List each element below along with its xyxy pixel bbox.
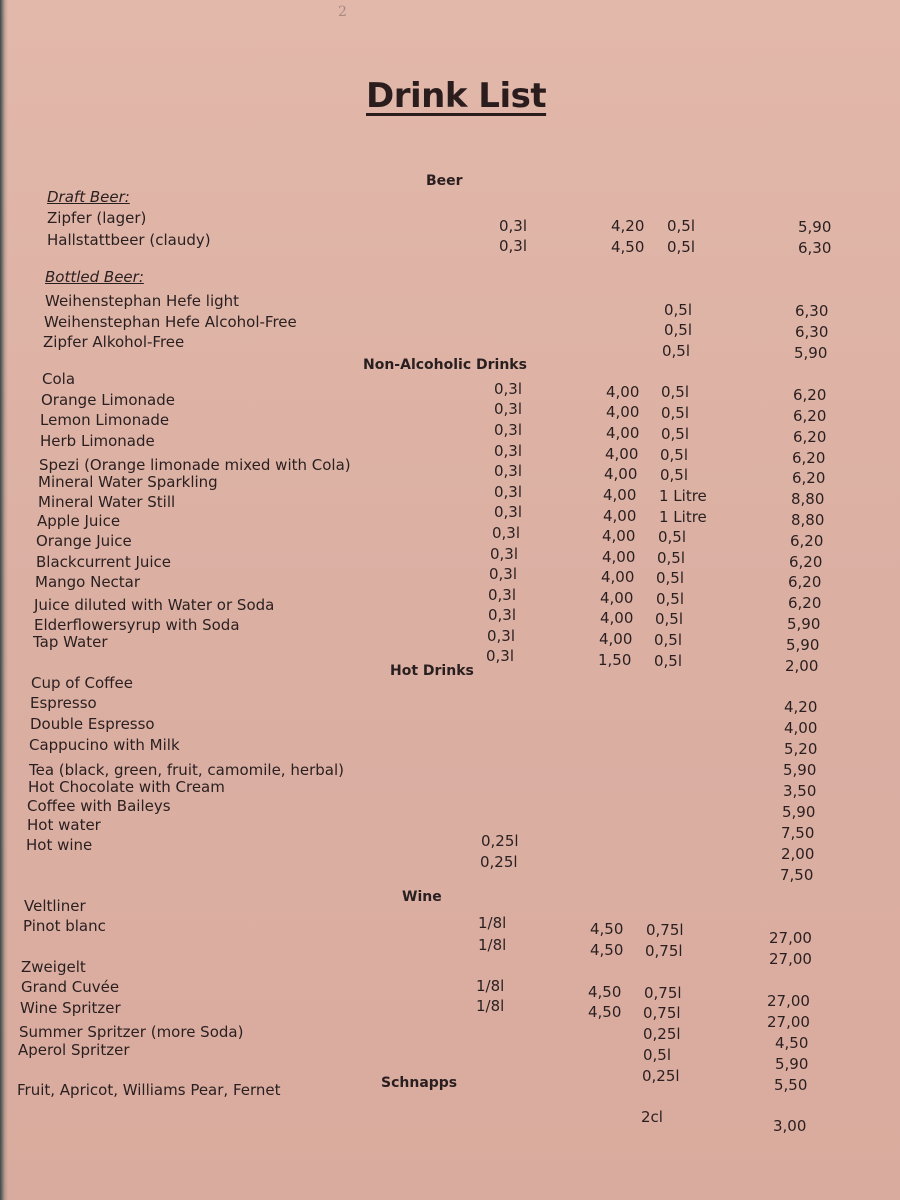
menu-text: 0,5l (655, 610, 684, 628)
menu-text: 4,20 (611, 217, 645, 235)
menu-text: Blackcurrent Juice (36, 553, 172, 571)
menu-text: 4,50 (590, 941, 624, 959)
menu-text: 0,5l (643, 1046, 672, 1064)
menu-text: 4,00 (602, 527, 636, 545)
menu-text: 0,25l (643, 1025, 681, 1043)
menu-text: 0,3l (486, 647, 515, 665)
menu-text: 6,20 (792, 449, 826, 467)
menu-text: 5,90 (786, 636, 820, 654)
menu-text: 1,50 (598, 651, 632, 669)
menu-text: 5,90 (775, 1055, 809, 1073)
menu-text: 4,50 (775, 1034, 809, 1052)
menu-text: 7,50 (781, 824, 815, 842)
menu-text: 0,5l (664, 321, 693, 339)
menu-text: 1/8l (478, 936, 507, 954)
menu-text: 27,00 (769, 929, 812, 947)
page-edge-shadow (0, 0, 8, 1200)
menu-text: 0,25l (642, 1067, 680, 1085)
menu-text: 0,3l (494, 503, 523, 521)
menu-text: 6,20 (793, 428, 827, 446)
menu-text: 0,5l (662, 342, 691, 360)
menu-text: 4,00 (599, 630, 633, 648)
menu-text: Mango Nectar (35, 573, 141, 591)
menu-text: 5,50 (774, 1076, 808, 1094)
menu-text: 5,20 (784, 740, 818, 758)
section-heading: Non-Alcoholic Drinks (363, 357, 527, 373)
section-heading: Hot Drinks (390, 663, 474, 679)
menu-text: Hallstattbeer (claudy) (47, 231, 211, 249)
menu-text: 6,20 (789, 553, 823, 571)
menu-text: Tea (black, green, fruit, camomile, herbal) (29, 761, 344, 779)
menu-text: Apple Juice (37, 512, 121, 530)
menu-text: 8,80 (791, 511, 825, 529)
menu-text: 1 Litre (659, 508, 707, 526)
menu-text: 0,3l (494, 421, 523, 439)
menu-text: Aperol Spritzer (18, 1041, 130, 1059)
menu-text: 7,50 (780, 866, 814, 884)
menu-text: 0,25l (481, 832, 519, 850)
menu-text: Fruit, Apricot, Williams Pear, Fernet (17, 1081, 281, 1099)
section-heading: Schnapps (381, 1075, 458, 1091)
menu-text: 4,50 (611, 238, 645, 256)
menu-text: 4,00 (604, 465, 638, 483)
menu-text: Spezi (Orange limonade mixed with Cola) (39, 456, 351, 474)
menu-text: 0,5l (661, 383, 690, 401)
menu-text: Zweigelt (21, 958, 86, 976)
menu-text: 1/8l (476, 997, 505, 1015)
menu-text: 8,80 (791, 490, 825, 508)
menu-text: 0,5l (657, 549, 686, 567)
menu-text: 0,3l (494, 400, 523, 418)
menu-text: Hot wine (26, 836, 93, 854)
menu-text: Cup of Coffee (31, 674, 133, 692)
menu-text: Hot water (27, 816, 101, 834)
page-number-mark: 2 (338, 4, 347, 20)
menu-text: 6,30 (795, 302, 829, 320)
menu-text: Zipfer (lager) (47, 209, 147, 227)
menu-text: 0,5l (660, 446, 689, 464)
menu-text: 0,75l (643, 1004, 681, 1022)
menu-text: Juice diluted with Water or Soda (34, 596, 275, 614)
menu-text: 5,90 (798, 218, 832, 236)
menu-text: 3,00 (773, 1117, 807, 1135)
section-heading: Wine (402, 889, 442, 905)
menu-text: Summer Spritzer (more Soda) (19, 1023, 244, 1041)
menu-text: 27,00 (767, 1013, 810, 1031)
menu-text: 1/8l (476, 977, 505, 995)
menu-text: 0,5l (661, 404, 690, 422)
menu-text: 0,3l (490, 545, 519, 563)
menu-text: 4,00 (603, 486, 637, 504)
menu-text: 0,5l (667, 238, 696, 256)
menu-text: 0,5l (654, 652, 683, 670)
page-title: Drink List (366, 76, 547, 116)
menu-text: Veltliner (24, 897, 86, 915)
menu-text: 0,3l (499, 217, 528, 235)
subsection-heading: Draft Beer: (47, 188, 130, 206)
menu-text: Wine Spritzer (20, 999, 121, 1017)
menu-text: 0,3l (489, 565, 518, 583)
menu-text: Weihenstephan Hefe Alcohol-Free (44, 313, 297, 331)
menu-text: 0,75l (644, 984, 682, 1002)
menu-text: 4,00 (602, 548, 636, 566)
menu-text: 4,20 (784, 698, 818, 716)
menu-text: Coffee with Baileys (27, 797, 171, 815)
menu-text: 2cl (641, 1108, 663, 1126)
menu-text: 0,5l (654, 631, 683, 649)
menu-text: 6,20 (788, 594, 822, 612)
menu-text: 5,90 (783, 761, 817, 779)
menu-text: Tap Water (33, 633, 108, 651)
menu-text: 6,20 (790, 532, 824, 550)
menu-text: 27,00 (767, 992, 810, 1010)
menu-text: Mineral Water Still (38, 493, 176, 511)
menu-text: Herb Limonade (40, 432, 155, 450)
menu-text: 0,3l (494, 462, 523, 480)
menu-text: 0,5l (658, 528, 687, 546)
menu-text: 0,75l (645, 942, 683, 960)
menu-text: 0,3l (488, 606, 517, 624)
menu-text: Lemon Limonade (40, 411, 170, 429)
menu-text: Cappucino with Milk (29, 736, 180, 754)
menu-text: 1/8l (478, 914, 507, 932)
menu-text: 0,75l (646, 921, 684, 939)
menu-text: Orange Limonade (41, 391, 175, 409)
menu-text: 6,30 (795, 323, 829, 341)
menu-text: 4,00 (605, 445, 639, 463)
menu-text: Orange Juice (36, 532, 132, 550)
menu-text: 0,3l (494, 483, 523, 501)
menu-text: 5,90 (794, 344, 828, 362)
menu-text: 5,90 (782, 803, 816, 821)
menu-text: 3,50 (783, 782, 817, 800)
menu-text: Mineral Water Sparkling (38, 473, 218, 491)
menu-text: 4,00 (606, 383, 640, 401)
menu-text: Espresso (30, 694, 97, 712)
menu-text: 0,5l (661, 425, 690, 443)
menu-text: 6,20 (792, 469, 826, 487)
menu-text: 0,3l (492, 524, 521, 542)
menu-text: 5,90 (787, 615, 821, 633)
menu-text: 0,25l (480, 853, 518, 871)
menu-text: 2,00 (785, 657, 819, 675)
menu-text: 0,3l (499, 237, 528, 255)
menu-text: Weihenstephan Hefe light (45, 292, 240, 310)
menu-text: 6,20 (788, 573, 822, 591)
menu-text: Elderflowersyrup with Soda (34, 616, 240, 634)
menu-text: 0,5l (667, 217, 696, 235)
menu-text: 6,20 (793, 386, 827, 404)
menu-text: 1 Litre (659, 487, 707, 505)
menu-text: 0,3l (488, 586, 517, 604)
menu-text: 4,00 (603, 507, 637, 525)
menu-text: 0,3l (494, 380, 523, 398)
menu-text: 4,00 (784, 719, 818, 737)
menu-text: 4,50 (588, 983, 622, 1001)
menu-text: 4,50 (590, 920, 624, 938)
menu-text: 6,30 (798, 239, 832, 257)
menu-text: 4,00 (600, 589, 634, 607)
menu-text: 4,00 (601, 568, 635, 586)
menu-text: 27,00 (769, 950, 812, 968)
menu-text: 0,5l (664, 301, 693, 319)
menu-text: 0,5l (660, 466, 689, 484)
subsection-heading: Bottled Beer: (45, 268, 144, 286)
menu-text: 0,3l (494, 442, 523, 460)
menu-text: Grand Cuvée (21, 978, 120, 996)
menu-text: 4,00 (600, 609, 634, 627)
menu-text: Double Espresso (30, 715, 155, 733)
menu-text: Pinot blanc (23, 917, 106, 935)
menu-text: Zipfer Alkohol-Free (43, 333, 185, 351)
section-heading: Beer (426, 173, 463, 189)
menu-text: 4,00 (606, 403, 640, 421)
menu-text: 0,3l (487, 627, 516, 645)
menu-text: 2,00 (781, 845, 815, 863)
menu-text: Cola (42, 370, 76, 388)
menu-text: Hot Chocolate with Cream (28, 778, 225, 796)
menu-text: 0,5l (656, 590, 685, 608)
menu-text: 6,20 (793, 407, 827, 425)
menu-text: 0,5l (656, 569, 685, 587)
menu-text: 4,50 (588, 1003, 622, 1021)
menu-text: 4,00 (606, 424, 640, 442)
